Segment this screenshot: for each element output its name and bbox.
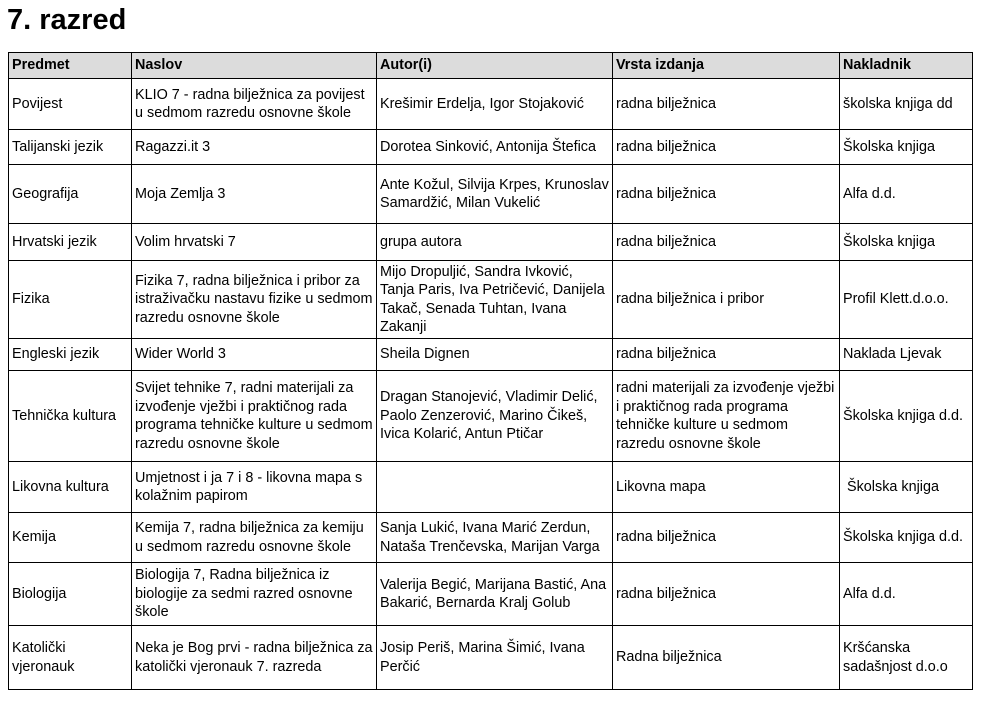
cell-nakladnik: Kršćanska sadašnjost d.o.o xyxy=(840,626,973,690)
cell-naslov: Umjetnost i ja 7 i 8 - likovna mapa s kolažnim papirom xyxy=(132,462,377,513)
table-row xyxy=(9,626,973,690)
cell-nakladnik: Alfa d.d. xyxy=(840,563,973,626)
cell-vrsta: Radna bilježnica xyxy=(613,626,840,690)
cell-vrsta: radna bilježnica xyxy=(613,79,840,130)
cell-predmet: Talijanski jezik xyxy=(9,130,132,165)
cell-nakladnik: Školska knjiga d.d. xyxy=(840,513,973,563)
table-row xyxy=(9,261,973,339)
cell-autor: Josip Periš, Marina Šimić, Ivana Perčić xyxy=(377,626,613,690)
table-row xyxy=(9,79,973,130)
cell-autor: Sanja Lukić, Ivana Marić Zerdun, Nataša Trenčevska, Marijan Varga xyxy=(377,513,613,563)
cell-nakladnik: Školska knjiga xyxy=(840,130,973,165)
cell-predmet: Fizika xyxy=(9,261,132,339)
cell-vrsta: radna bilježnica xyxy=(613,339,840,371)
cell-autor: Dragan Stanojević, Vladimir Delić, Paolo Zenzerović, Marino Čikeš, Ivica Kolarić, Antun Ptičar xyxy=(377,371,613,462)
cell-predmet: Engleski jezik xyxy=(9,339,132,371)
cell-vrsta: radna bilježnica xyxy=(613,513,840,563)
cell-naslov: Kemija 7, radna bilježnica za kemiju u sedmom razredu osnovne škole xyxy=(132,513,377,563)
cell-autor: Ante Kožul, Silvija Krpes, Krunoslav Samardžić, Milan Vukelić xyxy=(377,165,613,224)
cell-naslov: Ragazzi.it 3 xyxy=(132,130,377,165)
cell-vrsta: radna bilježnica xyxy=(613,130,840,165)
cell-vrsta: radna bilježnica i pribor xyxy=(613,261,840,339)
cell-naslov: Neka je Bog prvi - radna bilježnica za katolički vjeronauk 7. razreda xyxy=(132,626,377,690)
cell-autor: Sheila Dignen xyxy=(377,339,613,371)
cell-nakladnik: Školska knjiga d.d. xyxy=(840,371,973,462)
cell-autor: Mijo Dropuljić, Sandra Ivković, Tanja Paris, Iva Petričević, Danijela Takač, Senada Tuhtan, Ivana Zakanji xyxy=(377,261,613,339)
cell-naslov: Moja Zemlja 3 xyxy=(132,165,377,224)
cell-autor: Valerija Begić, Marijana Bastić, Ana Bakarić, Bernarda Kralj Golub xyxy=(377,563,613,626)
cell-naslov: Svijet tehnike 7, radni materijali za izvođenje vježbi i praktičnog rada programa tehničke kulture u sedmom razredu osnovne škole xyxy=(132,371,377,462)
cell-autor xyxy=(377,462,613,513)
cell-predmet: Kemija xyxy=(9,513,132,563)
cell-naslov: Wider World 3 xyxy=(132,339,377,371)
cell-nakladnik: Profil Klett.d.o.o. xyxy=(840,261,973,339)
table-row xyxy=(9,224,973,261)
cell-naslov: Volim hrvatski 7 xyxy=(132,224,377,261)
cell-nakladnik: Školska knjiga xyxy=(840,462,973,513)
header-nakladnik: Nakladnik xyxy=(840,53,973,79)
table-header-row xyxy=(9,53,973,79)
header-naslov: Naslov xyxy=(132,53,377,79)
cell-predmet: Geografija xyxy=(9,165,132,224)
cell-naslov: Fizika 7, radna bilježnica i pribor za istraživačku nastavu fizike u sedmom razredu osnovne škole xyxy=(132,261,377,339)
cell-naslov: Biologija 7, Radna bilježnica iz biologije za sedmi razred osnovne škole xyxy=(132,563,377,626)
cell-vrsta: radna bilježnica xyxy=(613,165,840,224)
table-row xyxy=(9,563,973,626)
header-vrsta-izdanja: Vrsta izdanja xyxy=(613,53,840,79)
table-row xyxy=(9,130,973,165)
header-autor: Autor(i) xyxy=(377,53,613,79)
table-row xyxy=(9,339,973,371)
table-row xyxy=(9,165,973,224)
cell-vrsta: radni materijali za izvođenje vježbi i praktičnog rada programa tehničke kulture u sedmom razredu osnovne škole xyxy=(613,371,840,462)
cell-nakladnik: Alfa d.d. xyxy=(840,165,973,224)
cell-nakladnik: Školska knjiga xyxy=(840,224,973,261)
cell-vrsta: radna bilježnica xyxy=(613,563,840,626)
cell-predmet: Katolički vjeronauk xyxy=(9,626,132,690)
table-row xyxy=(9,513,973,563)
cell-autor: Krešimir Erdelja, Igor Stojaković xyxy=(377,79,613,130)
cell-predmet: Likovna kultura xyxy=(9,462,132,513)
page-title: 7. razred xyxy=(7,4,127,36)
cell-nakladnik: školska knjiga dd xyxy=(840,79,973,130)
cell-naslov: KLIO 7 - radna bilježnica za povijest u sedmom razredu osnovne škole xyxy=(132,79,377,130)
table-row xyxy=(9,371,973,462)
cell-predmet: Biologija xyxy=(9,563,132,626)
textbook-table xyxy=(8,52,973,690)
cell-autor: Dorotea Sinković, Antonija Štefica xyxy=(377,130,613,165)
table-row xyxy=(9,462,973,513)
cell-vrsta: Likovna mapa xyxy=(613,462,840,513)
cell-vrsta: radna bilježnica xyxy=(613,224,840,261)
header-predmet: Predmet xyxy=(9,53,132,79)
cell-predmet: Tehnička kultura xyxy=(9,371,132,462)
cell-nakladnik: Naklada Ljevak xyxy=(840,339,973,371)
cell-predmet: Hrvatski jezik xyxy=(9,224,132,261)
cell-predmet: Povijest xyxy=(9,79,132,130)
cell-autor: grupa autora xyxy=(377,224,613,261)
